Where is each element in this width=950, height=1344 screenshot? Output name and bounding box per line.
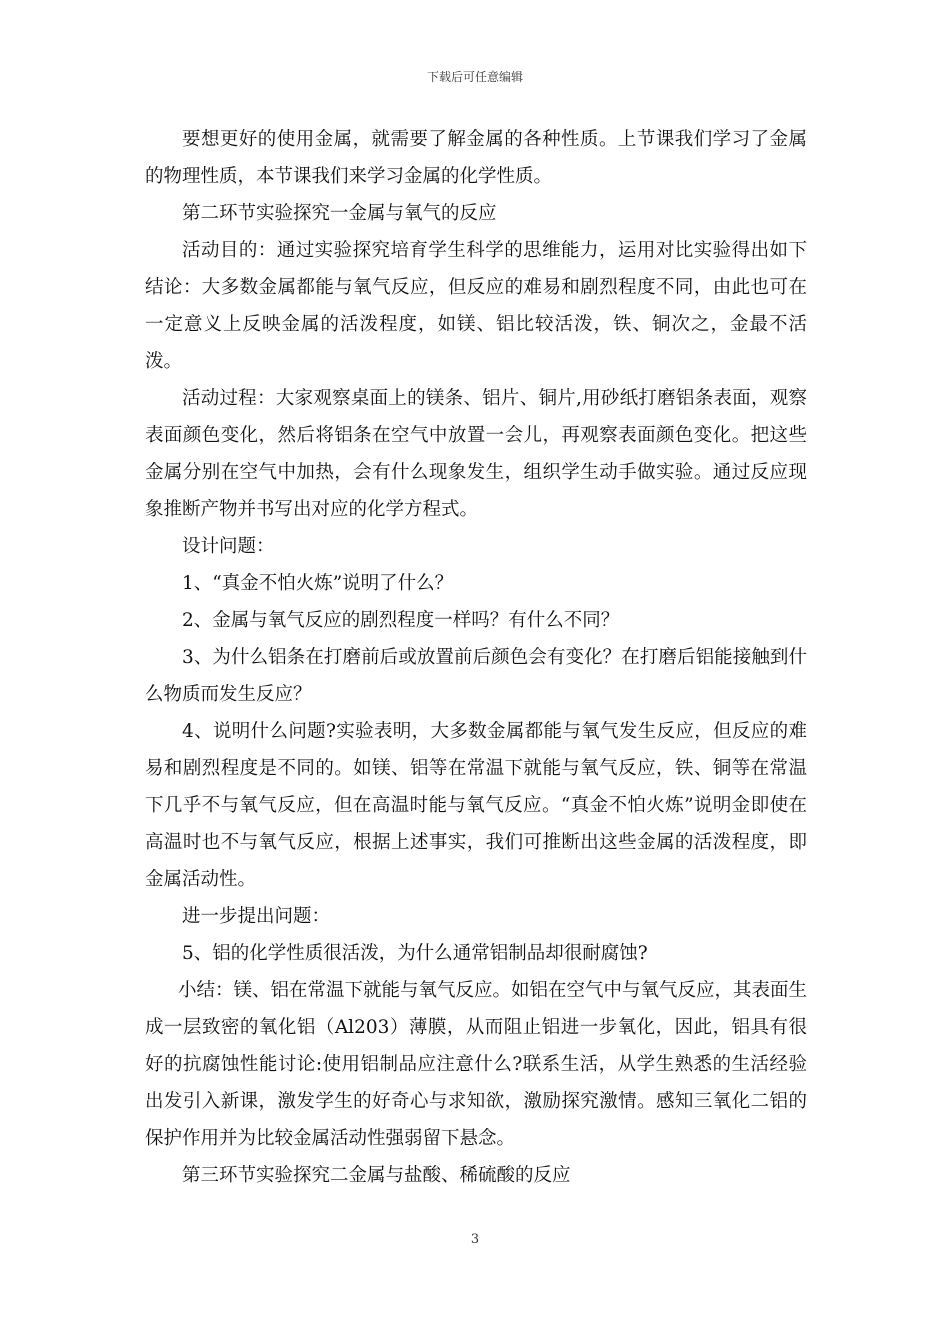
section-heading-2: 第二环节实验探究一金属与氧气的反应 (182, 203, 497, 224)
question-3: 3、为什么铝条在打磨前后或放置前后颜色会有变化？在打磨后铝能接触到什么物质而发生反应？ (145, 647, 807, 705)
section-heading-3: 第三环节实验探究二金属与盐酸、稀硫酸的反应 (182, 1165, 571, 1186)
paragraph-intro: 要想更好的使用金属，就需要了解金属的各种性质。上节课我们学习了金属的物理性质，本节课我们来学习金属的化学性质。 (145, 129, 807, 187)
paragraph-further-questions: 进一步提出问题： (182, 906, 331, 927)
paragraph-design-questions: 设计问题： (182, 536, 275, 557)
question-4: 4、说明什么问题?实验表明，大多数金属都能与氧气发生反应，但反应的难易和剧烈程度是不同的。如镁、铝等在常温下就能与氧气反应，铁、铜等在常温下几乎不与氧气反应，但在高温时能与氧气反应。“真金不怕火炼”说明金即使在高温时也不与氧气反应，根据上述事实，我们可推断出这些金属的活泼程度，即金属活动性。 (145, 721, 807, 890)
paragraph-activity-goal: 活动目的：通过实验探究培育学生科学的思维能力，运用对比实验得出如下结论：大多数金属都能与氧气反应，但反应的难易和剧烈程度不同，由此也可在一定意义上反映金属的活泼程度，如镁、铝比较活泼，铁、铜次之，金最不活泼。 (145, 240, 807, 372)
page-number: 3 (470, 1232, 480, 1247)
document-body (145, 121, 807, 1194)
page-header: 下载后可任意编辑 (426, 70, 523, 84)
question-1: 1、“真金不怕火炼”说明了什么？ (182, 573, 454, 594)
paragraph-summary: 小结：镁、铝在常温下就能与氧气反应。如铝在空气中与氧气反应，其表面生成一层致密的氧化铝（Al203）薄膜，从而阻止铝进一步氧化，因此，铝具有很好的抗腐蚀性能讨论:使用铝制品应注意什么?联系生活，从学生熟悉的生活经验出发引入新课，激发学生的好奇心与求知欲，激励探究激情。感知三氧化二铝的保护作用并为比较金属活动性强弱留下悬念。 (145, 980, 808, 1149)
paragraph-activity-process: 活动过程：大家观察桌面上的镁条、铝片、铜片,用砂纸打磨铝条表面，观察表面颜色变化，然后将铝条在空气中放置一会儿，再观察表面颜色变化。把这些金属分别在空气中加热，会有什么现象发生，组织学生动手做实验。通过反应现象推断产物并书写出对应的化学方程式。 (145, 388, 807, 520)
question-5: 5、铝的化学性质很活泼，为什么通常铝制品却很耐腐蚀? (182, 943, 648, 964)
question-2: 2、金属与氧气反应的剧烈程度一样吗？有什么不同？ (182, 610, 620, 631)
